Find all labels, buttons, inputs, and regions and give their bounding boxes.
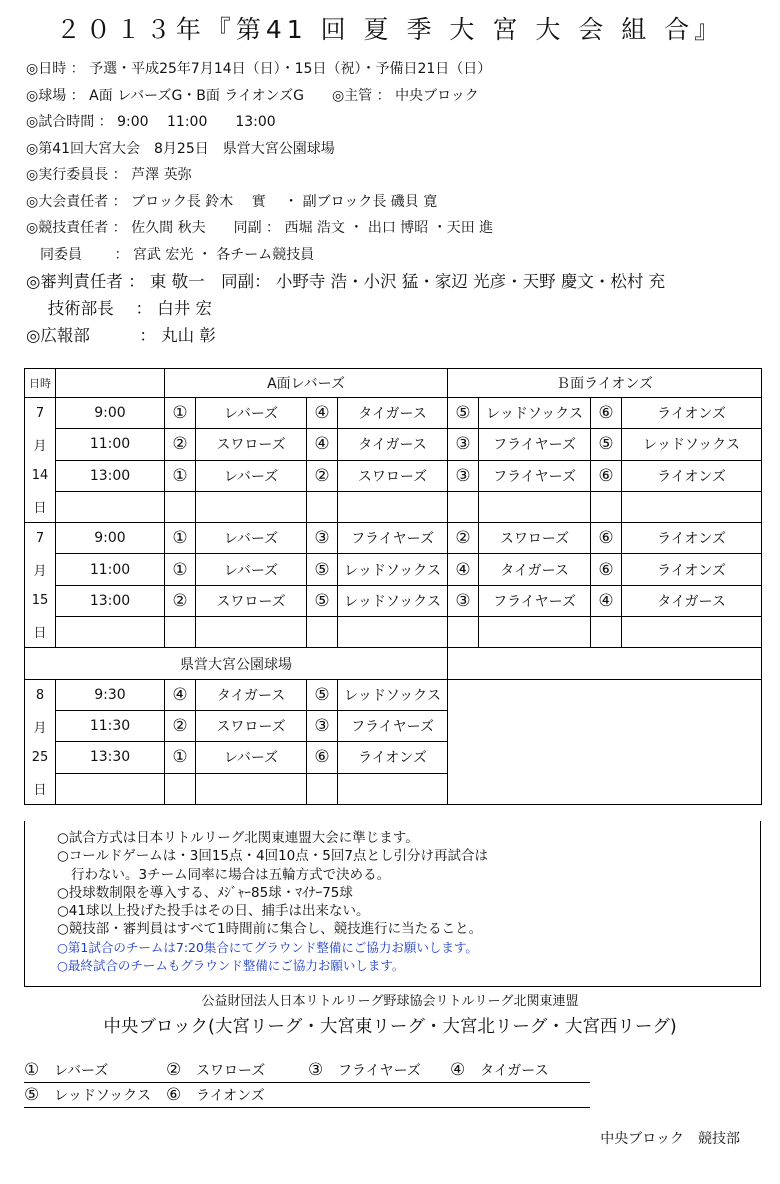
date-cell: 7 [25, 398, 56, 429]
empty-cell [196, 491, 307, 522]
header-venue-b: Ｂ面ライオンズ [448, 369, 762, 398]
team-name-cell: ライオンズ [622, 554, 762, 585]
date-cell: 15 [25, 585, 56, 616]
time-cell: 9:00 [56, 523, 165, 554]
empty-cell [338, 617, 448, 648]
table-row [25, 523, 762, 554]
team-name-cell: レバーズ [196, 554, 307, 585]
date-cell: 日 [25, 773, 56, 804]
time-cell: 9:30 [56, 679, 165, 710]
team-name-cell: フライヤーズ [338, 523, 448, 554]
note-line: ○競技部・審判員はすべて1時間前に集合し、競技進行に当たること。 [57, 921, 483, 938]
team-name-cell: フライヤーズ [479, 429, 591, 460]
note-line: ○コールドゲームは・3回15点・4回10点・5回7点とし引分け再試合は [57, 848, 488, 865]
team-number-cell: ⑥ [591, 460, 622, 491]
team-name-cell: レバーズ [196, 460, 307, 491]
team-name-cell: スワローズ [196, 585, 307, 616]
time-cell: 9:00 [56, 398, 165, 429]
empty-cell [165, 773, 196, 804]
team-name-cell: ライオンズ [338, 742, 448, 773]
team-name-cell: スワローズ [196, 429, 307, 460]
legend-number: ① [24, 1060, 40, 1080]
legend-team: タイガース [480, 1063, 549, 1079]
page-title: ２０１３年『第41 回 夏 季 大 宮 大 会 組 合』 [55, 15, 725, 44]
info-tournament-lead: ◎大会責任者 ： ブロック長 鈴木 實 ・ 副ブロック長 磯貝 寛 [26, 193, 438, 210]
footer-signature: 中央ブロック 競技部 [600, 1131, 740, 1147]
team-number-cell: ① [165, 398, 196, 429]
team-name-cell: レッドソックス [338, 679, 448, 710]
team-number-cell: ③ [307, 523, 338, 554]
date-cell: 日 [25, 617, 56, 648]
empty-cell [165, 491, 196, 522]
team-number-cell: ④ [307, 429, 338, 460]
time-cell [56, 617, 165, 648]
team-number-cell: ⑥ [591, 398, 622, 429]
date-cell: 月 [25, 429, 56, 460]
team-number-cell: ⑤ [307, 679, 338, 710]
team-legend [24, 1058, 590, 1108]
team-number-cell: ④ [165, 679, 196, 710]
legend-team: ライオンズ [196, 1088, 265, 1104]
note-line: ○試合方式は日本リトルリーグ北関東連盟大会に準じます。 [57, 830, 419, 846]
note-line: 行わない。3チーム同率に場合は五輪方式で決める。 [71, 866, 391, 883]
legend-number: ② [166, 1060, 182, 1080]
team-name-cell: レバーズ [196, 398, 307, 429]
team-number-cell: ② [165, 585, 196, 616]
team-name-cell: レバーズ [196, 742, 307, 773]
team-name-cell: レッドソックス [338, 585, 448, 616]
team-number-cell: ① [165, 523, 196, 554]
empty-cell [479, 617, 591, 648]
date-cell: 8 [25, 679, 56, 710]
empty-cell [165, 617, 196, 648]
header-blank [448, 648, 762, 679]
time-cell: 13:00 [56, 585, 165, 616]
team-name-cell: レッドソックス [479, 398, 591, 429]
team-name-cell: レバーズ [196, 523, 307, 554]
team-name-cell: フライヤーズ [479, 585, 591, 616]
empty-cell [622, 617, 762, 648]
org-block: 中央ブロック(大宮リーグ・大宮東リーグ・大宮北リーグ・大宮西リーグ) [103, 1017, 677, 1037]
org-name: 公益財団法人日本リトルリーグ野球協会リトルリーグ北関東連盟 [201, 994, 579, 1009]
team-number-cell: ⑤ [307, 585, 338, 616]
note-line: ○投球数制限を導入する、ﾒｼﾞｬｰ85球・ﾏｲﾅｰ75球 [57, 884, 353, 901]
date-cell: 月 [25, 710, 56, 741]
notes-box [24, 821, 761, 987]
team-number-cell: ③ [448, 460, 479, 491]
team-name-cell: スワローズ [479, 523, 591, 554]
team-name-cell: タイガース [338, 398, 448, 429]
team-name-cell: フライヤーズ [479, 460, 591, 491]
header-date: 日時 [25, 369, 56, 398]
team-name-cell: タイガース [338, 429, 448, 460]
date-cell: 日 [25, 491, 56, 522]
team-number-cell: ② [165, 429, 196, 460]
venue2-header-row [25, 648, 762, 679]
empty-cell [307, 617, 338, 648]
empty-cell [591, 617, 622, 648]
team-number-cell: ② [448, 523, 479, 554]
date-cell: 7 [25, 523, 56, 554]
header-venue-a: A面レバーズ [165, 369, 448, 398]
team-number-cell: ③ [448, 585, 479, 616]
team-number-cell: ③ [448, 429, 479, 460]
team-number-cell: ① [165, 460, 196, 491]
empty-cell [307, 773, 338, 804]
team-number-cell: ① [165, 742, 196, 773]
team-number-cell: ② [307, 460, 338, 491]
schedule-table [24, 368, 762, 805]
legend-row [24, 1083, 590, 1108]
info-committee: 同委員 ： 宮武 宏光 ・ 各チーム競技員 [26, 246, 315, 263]
empty-cell [448, 491, 479, 522]
team-name-cell: フライヤーズ [338, 710, 448, 741]
team-name-cell: スワローズ [338, 460, 448, 491]
event-info [26, 56, 665, 349]
legend-team: レッドソックス [54, 1088, 152, 1104]
legend-number: ③ [308, 1060, 324, 1080]
time-cell: 11:30 [56, 710, 165, 741]
info-dates: ◎日時 ： 予選・平成25年7月14日（日）・15日（祝）・予備日21日（日） [26, 61, 492, 77]
info-venues: ◎球場 ： A面 レバーズG・B面 ライオンズG ◎主管 ： 中央ブロック [26, 87, 479, 104]
date-cell: 25 [25, 742, 56, 773]
team-number-cell: ⑥ [591, 523, 622, 554]
time-cell [56, 773, 165, 804]
team-number-cell: ④ [591, 585, 622, 616]
team-number-cell: ② [165, 710, 196, 741]
table-row [25, 398, 762, 429]
team-name-cell: スワローズ [196, 710, 307, 741]
team-name-cell: タイガース [479, 554, 591, 585]
time-cell: 11:00 [56, 554, 165, 585]
legend-team: スワローズ [196, 1063, 266, 1079]
empty-cell [622, 491, 762, 522]
blank-area [448, 679, 762, 804]
note-line-blue: ○第1試合のチームは7:20集合にてグラウンド整備にご協力お願いします。 [57, 939, 478, 955]
table-row [25, 585, 762, 616]
team-number-cell: ① [165, 554, 196, 585]
time-cell: 11:00 [56, 429, 165, 460]
team-name-cell: ライオンズ [622, 398, 762, 429]
info-umpire-lead: ◎審判責任者 ： 東 敬一 同副： 小野寺 浩・小沢 猛・家辺 光彦・天野 慶文・松村 充 [26, 272, 666, 291]
team-name-cell: タイガース [196, 679, 307, 710]
team-number-cell: ⑥ [591, 554, 622, 585]
header-venue-2: 県営大宮公園球場 [25, 648, 448, 679]
time-cell: 13:00 [56, 460, 165, 491]
empty-cell [591, 491, 622, 522]
team-name-cell: ライオンズ [622, 523, 762, 554]
legend-number: ④ [450, 1060, 466, 1080]
legend-row [24, 1058, 590, 1083]
empty-cell [448, 617, 479, 648]
empty-cell [338, 773, 448, 804]
empty-cell [196, 773, 307, 804]
info-tech-lead: 技術部長 ： 白井 宏 [26, 299, 212, 318]
legend-number: ⑥ [166, 1085, 182, 1105]
legend-team: レバーズ [54, 1063, 109, 1079]
info-chair: ◎実行委員長 ： 芦澤 英弥 [26, 167, 192, 183]
team-name-cell: レッドソックス [622, 429, 762, 460]
legend-team: フライヤーズ [338, 1063, 421, 1079]
info-game-times: ◎試合時間 ： 9:00 11:00 13:00 [26, 114, 276, 130]
team-number-cell: ⑤ [591, 429, 622, 460]
team-name-cell: タイガース [622, 585, 762, 616]
legend-number: ⑤ [24, 1085, 40, 1105]
team-number-cell: ⑤ [448, 398, 479, 429]
info-final-event: ◎第41回大宮大会 8月25日 県営大宮公園球場 [26, 140, 335, 157]
table-row [25, 554, 762, 585]
table-row [25, 491, 762, 522]
empty-cell [479, 491, 591, 522]
table-row [25, 617, 762, 648]
team-number-cell: ④ [448, 554, 479, 585]
team-name-cell: レッドソックス [338, 554, 448, 585]
table-row [25, 679, 762, 710]
team-number-cell: ⑤ [307, 554, 338, 585]
time-cell [56, 491, 165, 522]
team-number-cell: ④ [307, 398, 338, 429]
note-line-blue: ○最終試合のチームもグラウンド整備にご協力お願いします。 [57, 958, 405, 974]
date-cell: 14 [25, 460, 56, 491]
team-number-cell: ⑥ [307, 742, 338, 773]
info-pr: ◎広報部 ： 丸山 彰 [26, 326, 216, 345]
empty-cell [338, 491, 448, 522]
team-name-cell: ライオンズ [622, 460, 762, 491]
header-time-blank [56, 369, 165, 398]
time-cell: 13:30 [56, 742, 165, 773]
team-number-cell: ③ [307, 710, 338, 741]
note-line: ○41球以上投げた投手はその日、捕手は出来ない。 [57, 903, 370, 920]
table-row [25, 429, 762, 460]
date-cell: 月 [25, 554, 56, 585]
table-row [25, 460, 762, 491]
empty-cell [307, 491, 338, 522]
empty-cell [196, 617, 307, 648]
info-competition-lead: ◎競技責任者 ： 佐久間 秋夫 同副 ： 西堀 浩文 ・ 出口 博昭 ・天田 進 [26, 220, 494, 236]
